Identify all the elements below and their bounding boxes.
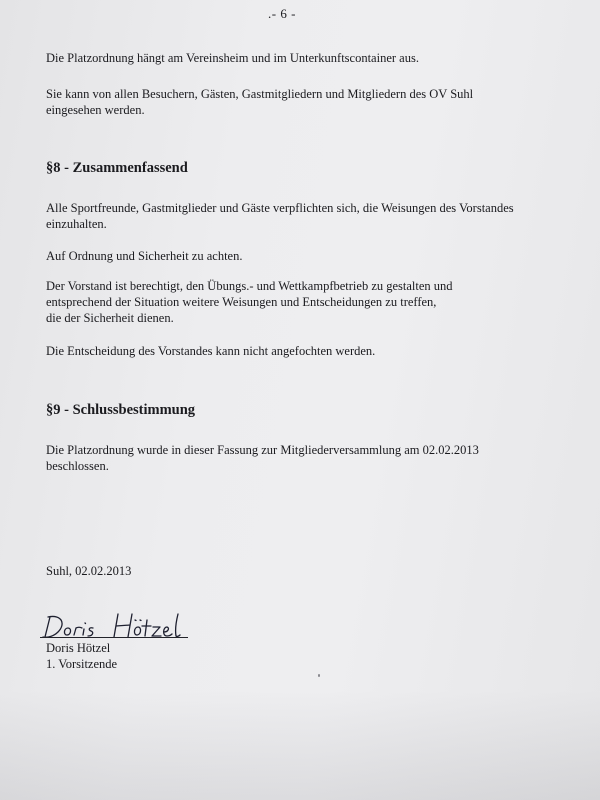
text-line: Alle Sportfreunde, Gastmitglieder und Gäste verpflichten sich, die Weisungen des Vorstandes <box>46 201 514 215</box>
text-line: Die Entscheidung des Vorstandes kann nicht angefochten werden. <box>46 344 376 358</box>
text-line: die der Sicherheit dienen. <box>46 311 174 325</box>
paragraph-ordnung-sicherheit <box>46 248 566 264</box>
paragraph-beschluss <box>46 442 566 474</box>
signature-line <box>40 637 188 638</box>
text-line: eingesehen werden. <box>46 103 145 117</box>
place-date <box>46 563 566 579</box>
signatory-role <box>46 656 566 672</box>
text-line: beschlossen. <box>46 459 109 473</box>
paragraph-platzordnung-aushang <box>46 50 566 66</box>
text-line: Die Platzordnung wurde in dieser Fassung zur Mitgliederversammlung am 02.02.2013 <box>46 443 479 457</box>
paper-speck <box>318 674 320 677</box>
section-heading-9: §9 - Schlussbestimmung <box>46 402 196 418</box>
paragraph-einsicht <box>46 86 566 118</box>
text-line: Sie kann von allen Besuchern, Gästen, Gastmitgliedern und Mitgliedern des OV Suhl <box>46 87 474 101</box>
photo-shadow <box>0 690 600 800</box>
text-line: Der Vorstand ist berechtigt, den Übungs.- und Wettkampfbetrieb zu gestalten und <box>46 279 453 293</box>
paragraph-entscheidung <box>46 343 566 359</box>
text-line: Suhl, 02.02.2013 <box>46 564 132 578</box>
text-line: 1. Vorsitzende <box>46 657 118 671</box>
text-line: Auf Ordnung und Sicherheit zu achten. <box>46 249 243 263</box>
section-heading-8: §8 - Zusammenfassend <box>46 160 188 176</box>
text-line: Doris Hötzel <box>46 641 111 655</box>
text-line: einzuhalten. <box>46 217 107 231</box>
text-line: Die Platzordnung hängt am Vereinsheim und im Unterkunftscontainer aus. <box>46 51 419 65</box>
paragraph-verpflichtung <box>46 200 566 232</box>
paragraph-vorstand-berechtigt <box>46 278 566 326</box>
page-number: .- 6 - <box>268 6 296 21</box>
text-line: entsprechend der Situation weitere Weisungen und Entscheidungen zu treffen, <box>46 295 437 309</box>
signatory-name <box>46 640 566 656</box>
